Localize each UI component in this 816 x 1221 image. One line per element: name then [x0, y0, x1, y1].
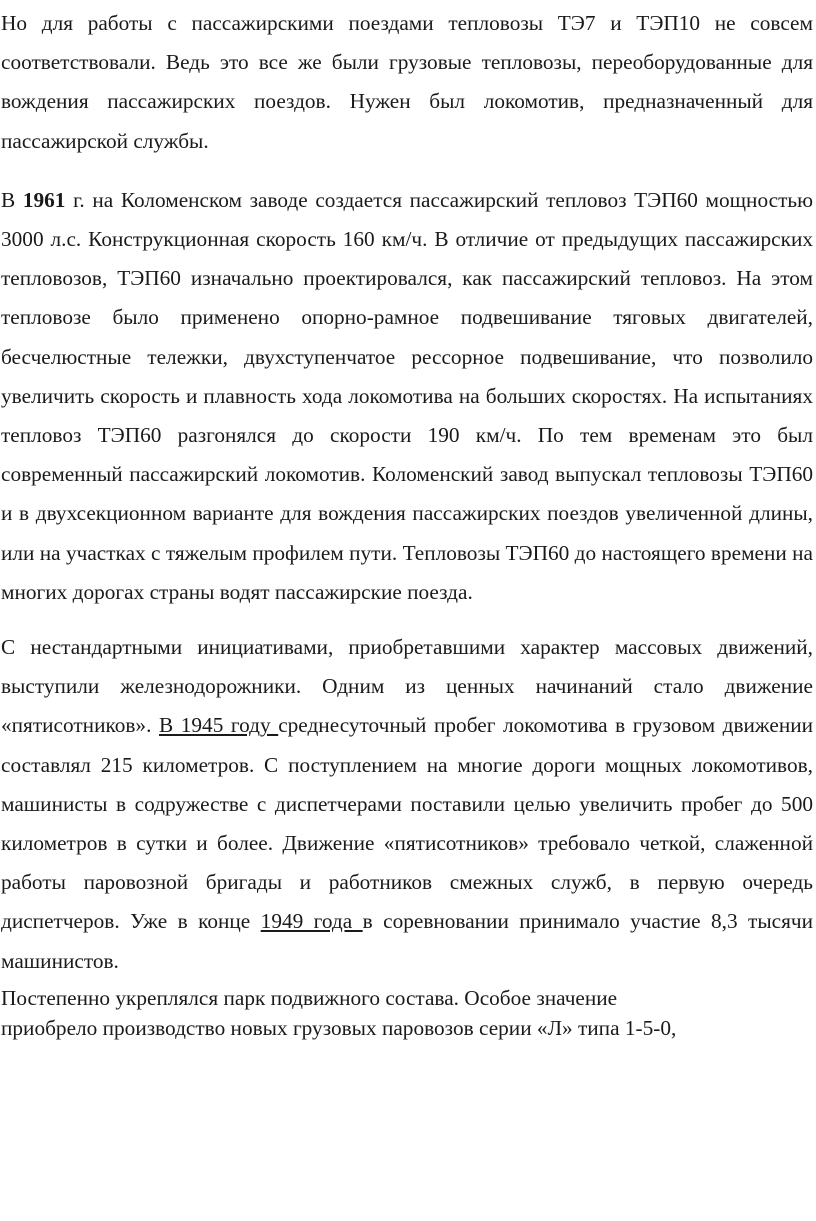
paragraph-pyatisotniki	[1, 628, 813, 981]
paragraph-spacer	[1, 161, 813, 181]
link-1945-year[interactable]: В 1945 году	[158, 713, 279, 738]
paragraph-rolling-stock	[1, 983, 813, 1043]
link-1949-year[interactable]: 1949 года	[260, 909, 363, 934]
paragraph-tep60-body: г. на Коломенском заводе создается пассажирский тепловоз ТЭП60 мощностью 3000 л.с. Конструкционная скорость 160 км/ч. В отличие от предыдущих пассажирских тепловозов, ТЭП60 изначально проектировался, как пассажирский тепловоз. На этом тепловозе было применено опорно-рамное подвешивание тяговых двигателей, бесчелюстные тележки, двухступенчатое рессорное подвешивание, что позволило увеличить скорость и плавность хода локомотива на больших скоростях. На испытаниях тепловоз ТЭП60 разгонялся до скорости 190 км/ч. По тем временам это был современный пассажирский локомотив. Коломенский завод выпускал тепловозы ТЭП60 и в двухсекционном варианте для вождения пассажирских поездов увеличенной длины, или на участках с тяжелым профилем пути. Тепловозы ТЭП60 до настоящего времени на многих дорогах страны водят пассажирские поезда.	[1, 187, 814, 604]
paragraph-tep60	[1, 181, 813, 612]
paragraph-pyatisotniki-end: в соревновании принимало участие 8,3 тысячи машинистов.	[1, 909, 814, 973]
paragraph-tep60-lead: В	[1, 187, 23, 212]
paragraph-pyatisotniki-body: среднесуточный пробег локомотива в грузовом движении составлял 215 километров. С поступлением на многие дороги мощных локомотивов, машинисты в содружестве с диспетчерами поставили целью увеличить пробег до 500 километров в сутки и более. Движение «пятисотников» требовало четкой, слаженной работы паровозной бригады и работников смежных служб, в первую очередь диспетчеров. Уже в конце	[1, 713, 814, 934]
paragraph-spacer	[1, 612, 813, 628]
paragraph-pyatisotniki-intro: С нестандартными инициативами, приобретавшими характер массовых движений, выступили железнодорожники. Одним из ценных начинаний стало движение «пятисотников».	[1, 635, 813, 738]
paragraph-rolling-stock-line-1: Постепенно укреплялся парк подвижного состава. Особое значение	[1, 985, 618, 1010]
paragraph-passenger-locomotive-need: Но для работы с пассажирскими поездами тепловозы ТЭ7 и ТЭП10 не совсем соответствовали. Ведь это все же были грузовые тепловозы, переоборудованные для вождения пассажирских поездов. Нужен был локомотив, предназначенный для пассажирской службы.	[1, 11, 813, 153]
paragraph-rolling-stock-line-2: приобрело производство новых грузовых паровозов серии «Л» типа 1-5-0,	[1, 1015, 677, 1040]
year-1961-bold: 1961	[22, 187, 66, 212]
